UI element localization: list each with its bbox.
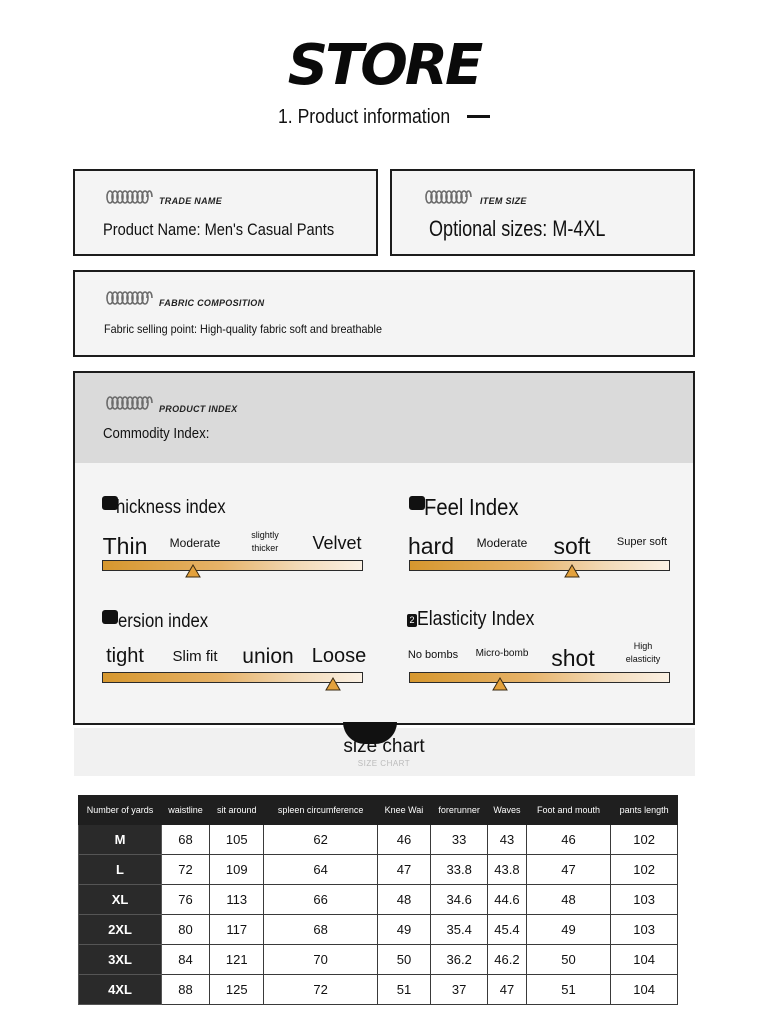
measurement-cell: 48: [526, 885, 611, 915]
measurement-cell: 62: [264, 825, 377, 855]
size-label-cell: 4XL: [79, 975, 162, 1005]
thickness-option-thin: Thin: [102, 533, 148, 559]
size-label-cell: 3XL: [79, 945, 162, 975]
measurement-cell: 84: [162, 945, 210, 975]
size-chart-subtitle: SIZE CHART: [357, 759, 411, 768]
measurement-cell: 104: [611, 975, 678, 1005]
elasticity-option-shot: shot: [551, 645, 595, 671]
size-label-cell: 2XL: [79, 915, 162, 945]
version-index-title: ersion index: [118, 611, 209, 632]
thickness-scale-bar: [102, 560, 363, 571]
fabric-composition-value: Fabric selling point: High-quality fabric soft and breathable: [104, 322, 382, 336]
size-table-body: [79, 825, 678, 1005]
size-table-header-cell: waistline: [162, 796, 210, 825]
measurement-cell: 43: [488, 825, 527, 855]
size-label-cell: M: [79, 825, 162, 855]
measurement-cell: 47: [488, 975, 527, 1005]
elasticity-marker: [492, 677, 508, 691]
trade-name-label: TRADE NAME: [159, 196, 222, 206]
size-label-cell: L: [79, 855, 162, 885]
size-table-header-row: [79, 796, 678, 825]
measurement-cell: 88: [162, 975, 210, 1005]
fabric-composition-label: FABRIC COMPOSITION: [159, 298, 265, 308]
measurement-cell: 72: [162, 855, 210, 885]
measurement-cell: 44.6: [488, 885, 527, 915]
size-chart-table: [78, 795, 678, 1005]
section-title: 1. Product information: [278, 106, 451, 128]
bullet-icon: [102, 610, 118, 624]
item-size-label: ITEM SIZE: [480, 196, 527, 206]
measurement-cell: 109: [210, 855, 264, 885]
measurement-cell: 47: [526, 855, 611, 885]
measurement-cell: 45.4: [488, 915, 527, 945]
size-table-header-cell: Knee Wai: [377, 796, 430, 825]
feel-option-soft: soft: [553, 533, 591, 559]
measurement-cell: 80: [162, 915, 210, 945]
measurement-cell: 68: [264, 915, 377, 945]
size-table-header-cell: Waves: [488, 796, 527, 825]
measurement-cell: 47: [377, 855, 430, 885]
size-table-header-cell: Foot and mouth: [526, 796, 611, 825]
measurement-cell: 43.8: [488, 855, 527, 885]
thickness-index-title: hickness index: [116, 497, 226, 518]
version-option-union: union: [242, 645, 294, 668]
measurement-cell: 33.8: [431, 855, 488, 885]
measurement-cell: 66: [264, 885, 377, 915]
measurement-cell: 35.4: [431, 915, 488, 945]
measurement-cell: 103: [611, 915, 678, 945]
measurement-cell: 50: [377, 945, 430, 975]
measurement-cell: 46: [526, 825, 611, 855]
size-table-header-cell: pants length: [611, 796, 678, 825]
measurement-cell: 102: [611, 825, 678, 855]
measurement-cell: 64: [264, 855, 377, 885]
trade-name-card: [73, 169, 378, 256]
measurement-cell: 51: [377, 975, 430, 1005]
measurement-cell: 49: [526, 915, 611, 945]
measurement-cell: 37: [431, 975, 488, 1005]
title-dash-divider: [467, 115, 490, 118]
size-table-header-cell: sit around: [210, 796, 264, 825]
feel-marker: [564, 564, 580, 578]
measurement-cell: 113: [210, 885, 264, 915]
size-table-header-cell: Number of yards: [79, 796, 162, 825]
measurement-cell: 48: [377, 885, 430, 915]
version-marker: [325, 677, 341, 691]
thickness-option-thicker: thicker: [251, 543, 279, 553]
size-table-header-cell: forerunner: [431, 796, 488, 825]
product-index-label: PRODUCT INDEX: [159, 404, 238, 414]
table-row: [79, 825, 678, 855]
measurement-cell: 102: [611, 855, 678, 885]
measurement-cell: 46.2: [488, 945, 527, 975]
feel-option-moderate: Moderate: [476, 536, 528, 550]
size-table-header-cell: spleen circumference: [264, 796, 377, 825]
measurement-cell: 104: [611, 945, 678, 975]
measurement-cell: 103: [611, 885, 678, 915]
measurement-cell: 117: [210, 915, 264, 945]
trade-name-value: Product Name: Men's Casual Pants: [103, 220, 335, 239]
elasticity-option-micro-bomb: Micro-bomb: [475, 648, 529, 659]
table-row: [79, 975, 678, 1005]
elasticity-scale-bar: [409, 672, 670, 683]
size-label-cell: XL: [79, 885, 162, 915]
elasticity-index-title: Elasticity Index: [417, 608, 535, 630]
feel-scale-bar: [409, 560, 670, 571]
measurement-cell: 105: [210, 825, 264, 855]
measurement-cell: 34.6: [431, 885, 488, 915]
thickness-option-slightly: slightly: [251, 530, 279, 540]
measurement-cell: 76: [162, 885, 210, 915]
product-index-card: [73, 371, 695, 725]
spring-icon: [424, 189, 472, 205]
feel-index-title: Feel Index: [424, 494, 519, 520]
elasticity-option-high: High: [633, 641, 653, 651]
size-chart-title: size chart: [343, 736, 425, 757]
measurement-cell: 68: [162, 825, 210, 855]
measurement-cell: 70: [264, 945, 377, 975]
feel-option-hard: hard: [407, 533, 455, 559]
measurement-cell: 125: [210, 975, 264, 1005]
measurement-cell: 121: [210, 945, 264, 975]
bullet-icon: [409, 496, 425, 510]
spring-icon: [105, 395, 153, 411]
measurement-cell: 51: [526, 975, 611, 1005]
table-row: [79, 855, 678, 885]
thickness-option-moderate: Moderate: [169, 536, 221, 550]
spring-icon: [105, 290, 153, 306]
thickness-marker: [185, 564, 201, 578]
measurement-cell: 49: [377, 915, 430, 945]
version-option-loose: Loose: [311, 645, 367, 667]
spring-icon: [105, 189, 153, 205]
commodity-index-title: Commodity Index:: [103, 425, 210, 442]
bullet-icon: 2: [407, 614, 417, 627]
measurement-cell: 72: [264, 975, 377, 1005]
feel-option-super-soft: Super soft: [616, 536, 668, 548]
table-row: [79, 945, 678, 975]
fabric-composition-card: [73, 270, 695, 357]
version-option-slim-fit: Slim fit: [172, 648, 218, 665]
measurement-cell: 50: [526, 945, 611, 975]
elasticity-option-elasticity: elasticity: [625, 654, 661, 664]
elasticity-option-no-bombs: No bombs: [407, 649, 459, 661]
measurement-cell: 36.2: [431, 945, 488, 975]
item-size-card: [390, 169, 695, 256]
store-logo: STORE: [287, 33, 481, 98]
measurement-cell: 46: [377, 825, 430, 855]
thickness-option-velvet: Velvet: [312, 533, 362, 553]
measurement-cell: 33: [431, 825, 488, 855]
version-option-tight: tight: [106, 645, 144, 667]
table-row: [79, 915, 678, 945]
product-index-header: [75, 373, 693, 463]
table-row: [79, 885, 678, 915]
item-size-value: Optional sizes: M-4XL: [429, 216, 606, 241]
